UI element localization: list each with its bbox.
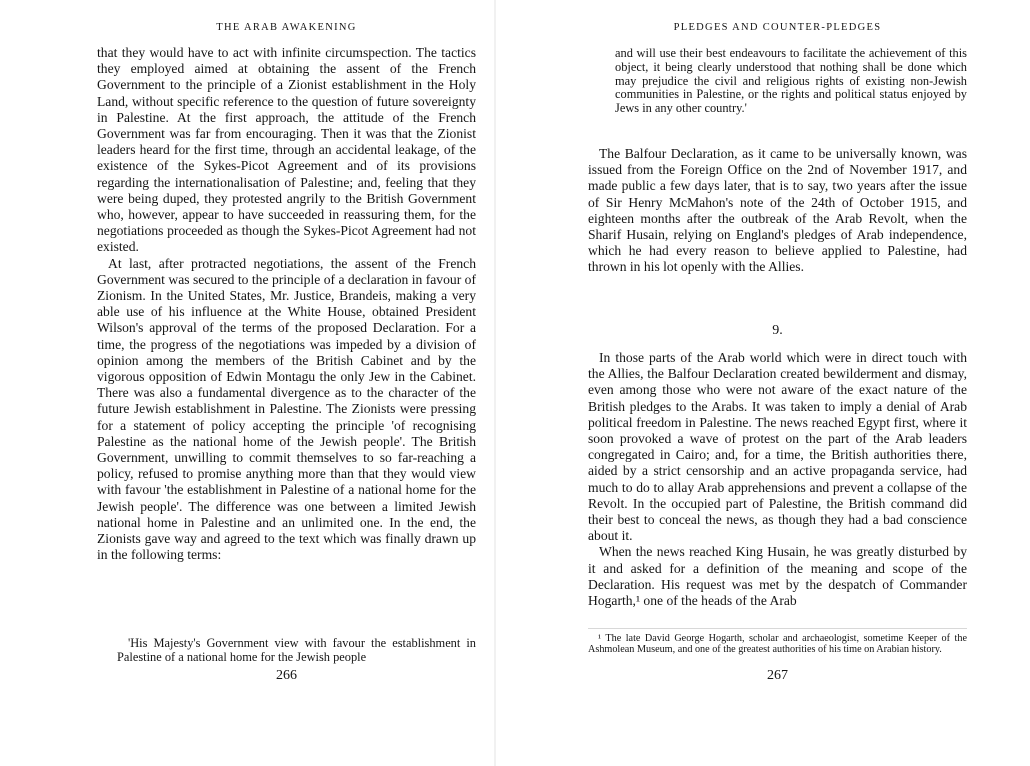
- page-number-left: 266: [276, 668, 297, 683]
- declaration-quote-end: and will use their best endeavours to facilitate the achievement of this object, it being clearly understood that nothing shall be done which may prejudice the civil and religious rights of existing non-Jewish communities in Palestine, or the rights and political status enjoyed by Jews in any other country.': [615, 46, 967, 116]
- right-paragraph-1: The Balfour Declaration, as it came to be universally known, was issued from the Foreign Office on the 2nd of November 1917, and made public a few days later, that is to say, two years after the issue of Sir Henry McMahon's note of the 24th of October 1915, and eighteen months after the outbreak of the Arab Revolt, when the Sharif Husain, relying on England's pledges of Arab independence, which he had every reason to believe applied to Palestine, had thrown in his lot openly with the Allies.: [588, 146, 967, 275]
- page-number-right: 267: [767, 668, 788, 683]
- right-body-text-2: [588, 350, 967, 609]
- right-paragraph-3: When the news reached King Husain, he was greatly disturbed by it and asked for a definition of the meaning and scope of the Declaration. His request was met by the despatch of Commander Hogarth,¹ one of the heads of the Arab: [588, 544, 967, 609]
- left-body-text: [97, 45, 476, 564]
- section-number: 9.: [772, 323, 783, 338]
- declaration-quote-start: 'His Majesty's Government view with favour the establishment in Palestine of a national home for the Jewish people: [117, 636, 476, 664]
- footnote: ¹ The late David George Hogarth, scholar and archaeologist, sometime Keeper of the Ashmolean Museum, and one of the greatest authorities of his time on Arabian history.: [588, 633, 967, 656]
- left-paragraph-1: that they would have to act with infinite circumspection. The tactics they employed aimed at obtaining the assent of the French Government to the principle of a Zionist establishment in the Holy Land, without specific reference to the question of future sovereignty in Palestine. At the first approach, the attitude of the French Government was far from encouraging. Then it was that the Zionist leaders heard for the first time, through an accidental leakage, of the existence of the Sykes-Picot Agreement and of its provisions regarding the internationalisation of Palestine; and, feeling that they were being duped, they protested angrily to the British Government who, however, appear to have succeeded in reassuring them, for the negotiations proceeded as though the Sykes-Picot Agreement had not existed.: [97, 45, 476, 255]
- right-body-text-1: [588, 146, 967, 276]
- left-paragraph-2: At last, after protracted negotiations, the assent of the French Government was secured to the principle of a declaration in favour of Zionism. In the United States, Mr. Justice, Brandeis, making a very able use of his influence at the White House, obtained President Wilson's approval of the terms of the proposed Declaration. For a time, the progress of the negotiations was impeded by a division of opinion among the members of the British Cabinet and by the vigorous opposition of Edwin Montagu the only Jew in the Cabinet. There was also a fundamental divergence as to the character of the future Jewish establishment in Palestine. The Zionists were pressing for a statement of policy accepting the principle 'of recognising Palestine as the national home of the Jewish people'. The British Government, unwilling to commit themselves to so far-reaching a policy, refused to promise anything more than that they would view with favour 'the establishment in Palestine of a national home for the Jewish people'. The difference was one between a limited Jewish national home in Palestine and an unlimited one. In the end, the Zionists gave way and agreed to the text which was finally drawn up in the following terms:: [97, 255, 476, 563]
- running-head-right: PLEDGES AND COUNTER-PLEDGES: [673, 22, 882, 33]
- book-gutter: [494, 0, 496, 766]
- right-paragraph-2: In those parts of the Arab world which were in direct touch with the Allies, the Balfour Declaration created bewilderment and dismay, even among those who were not aware of the exact nature of the British pledges to the Arabs. It was taken to imply a denial of Arab political freedom in Palestine. The news reached Egypt first, where it soon provoked a wave of protest on the part of the Arab leaders congregated in Cairo; and, for a time, the British authorities there, aided by a strict censorship and an active propaganda service, had much to do to allay Arab apprehensions and prevent a collapse of the Revolt. In the occupied part of Palestine, the British command did their best to conceal the news, as though they had a bad conscience about it.: [588, 350, 967, 544]
- running-head-left: THE ARAB AWAKENING: [216, 22, 357, 33]
- footnote-rule: [588, 628, 967, 629]
